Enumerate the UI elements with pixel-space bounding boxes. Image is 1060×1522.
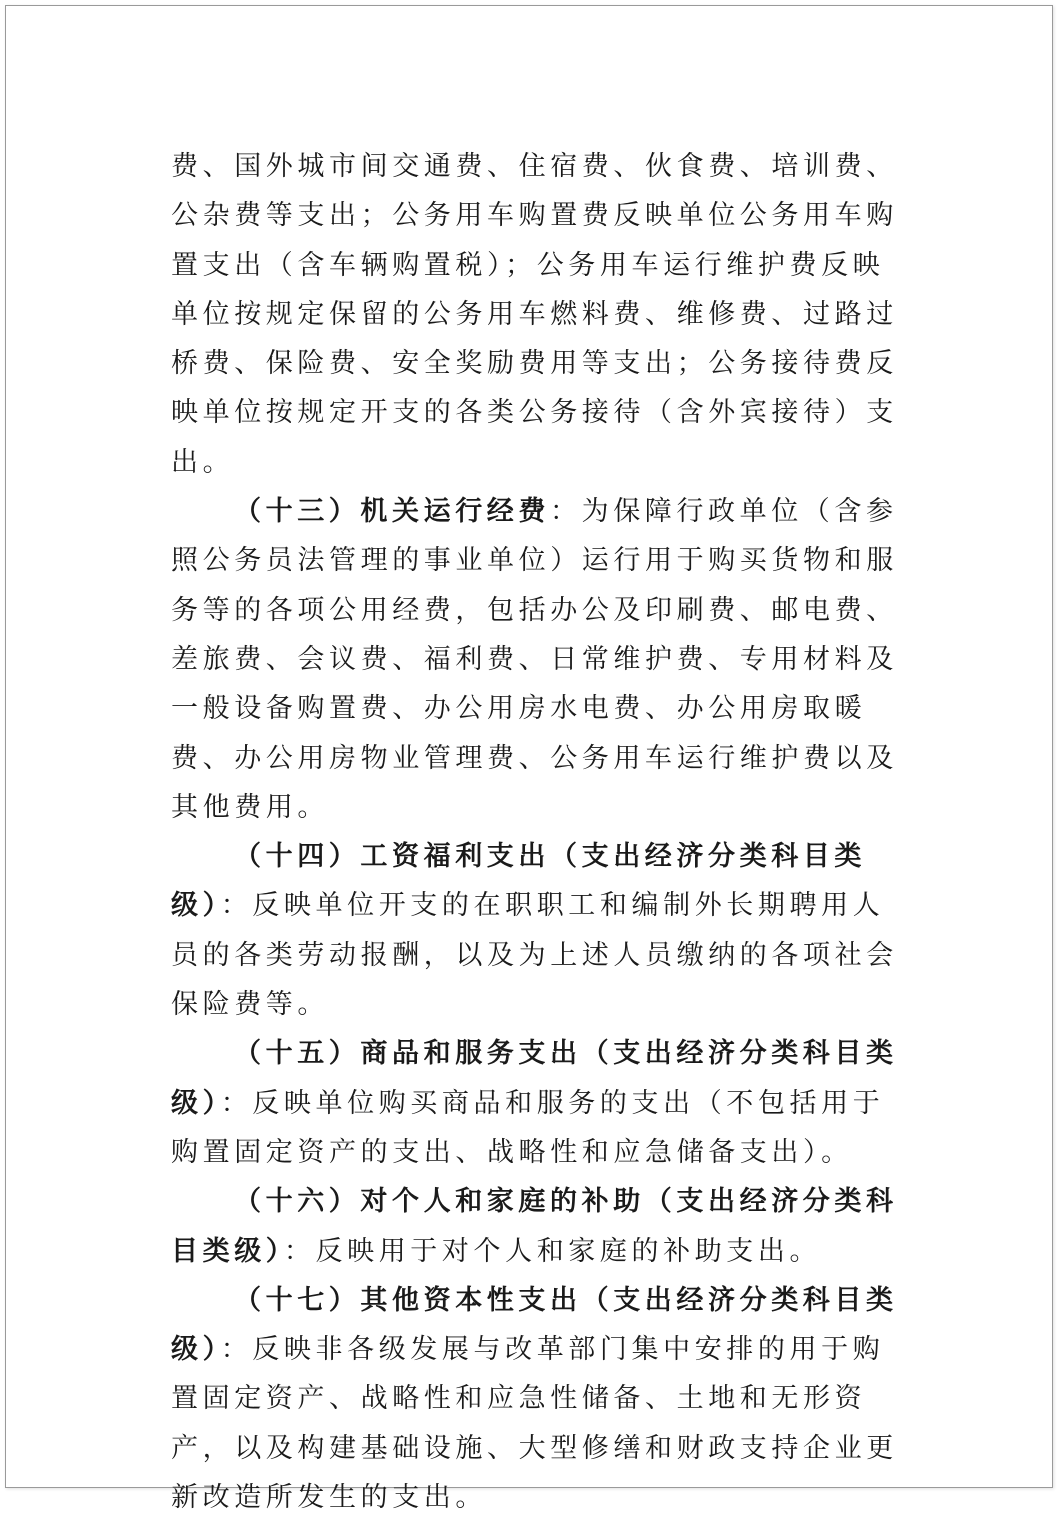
paragraph-text: ：反映用于对个人和家庭的补助支出。 — [283, 1235, 822, 1267]
paragraph-text: ：反映单位购买商品和服务的支出（不包括用于购置固定资产的支出、战略性和应急储备支出）。 — [171, 1087, 885, 1168]
paragraph-heading: （十七）其他资本性支出（支出经济分类科目类级） — [171, 1284, 898, 1366]
paragraph-17 — [171, 1276, 911, 1522]
paragraph-heading: （十六）对个人和家庭的补助（支出经济分类科目类级） — [171, 1186, 898, 1267]
document-page — [5, 5, 1053, 1514]
document-body — [171, 142, 911, 1522]
paragraph-text: 费、国外城市间交通费、住宿费、伙食费、培训费、公杂费等支出；公务用车购置费反映单位公务用车购置支出（含车辆购置税）；公务用车运行维护费反映单位按规定保留的公务用车燃料费、维修费、过路过桥费、保险费、安全奖励费用等支出；公务接待费反映单位按规定开支的各类公务接待（含外宾接待）支出。 — [171, 151, 898, 478]
paragraph-15 — [171, 1029, 911, 1177]
paragraph-heading: （十五）商品和服务支出（支出经济分类科目类级） — [171, 1038, 898, 1119]
paragraph-13 — [171, 487, 911, 832]
paragraph-text: ：为保障行政单位（含参照公务员法管理的事业单位）运行用于购买货物和服务等的各项公用经费，包括办公及印刷费、邮电费、差旅费、会议费、福利费、日常维护费、专用材料及一般设备购置费、办公用房水电费、办公用房取暖费、办公用房物业管理费、公务用车运行维护费以及其他费用。 — [171, 496, 898, 823]
paragraph-16 — [171, 1177, 911, 1276]
paragraph-14 — [171, 832, 911, 1029]
paragraph-heading: （十三）机关运行经费 — [234, 496, 550, 528]
paragraph-heading: （十四）工资福利支出（支出经济分类科目类级） — [171, 841, 866, 922]
paragraph-continuation — [171, 142, 911, 487]
paragraph-text: ：反映单位开支的在职职工和编制外长期聘用人员的各类劳动报酬，以及为上述人员缴纳的各项社会保险费等。 — [171, 890, 898, 1021]
paragraph-text: ：反映非各级发展与改革部门集中安排的用于购置固定资产、战略性和应急性储备、土地和无形资产，以及构建基础设施、大型修缮和财政支持企业更新改造所发生的支出。 — [171, 1334, 898, 1514]
